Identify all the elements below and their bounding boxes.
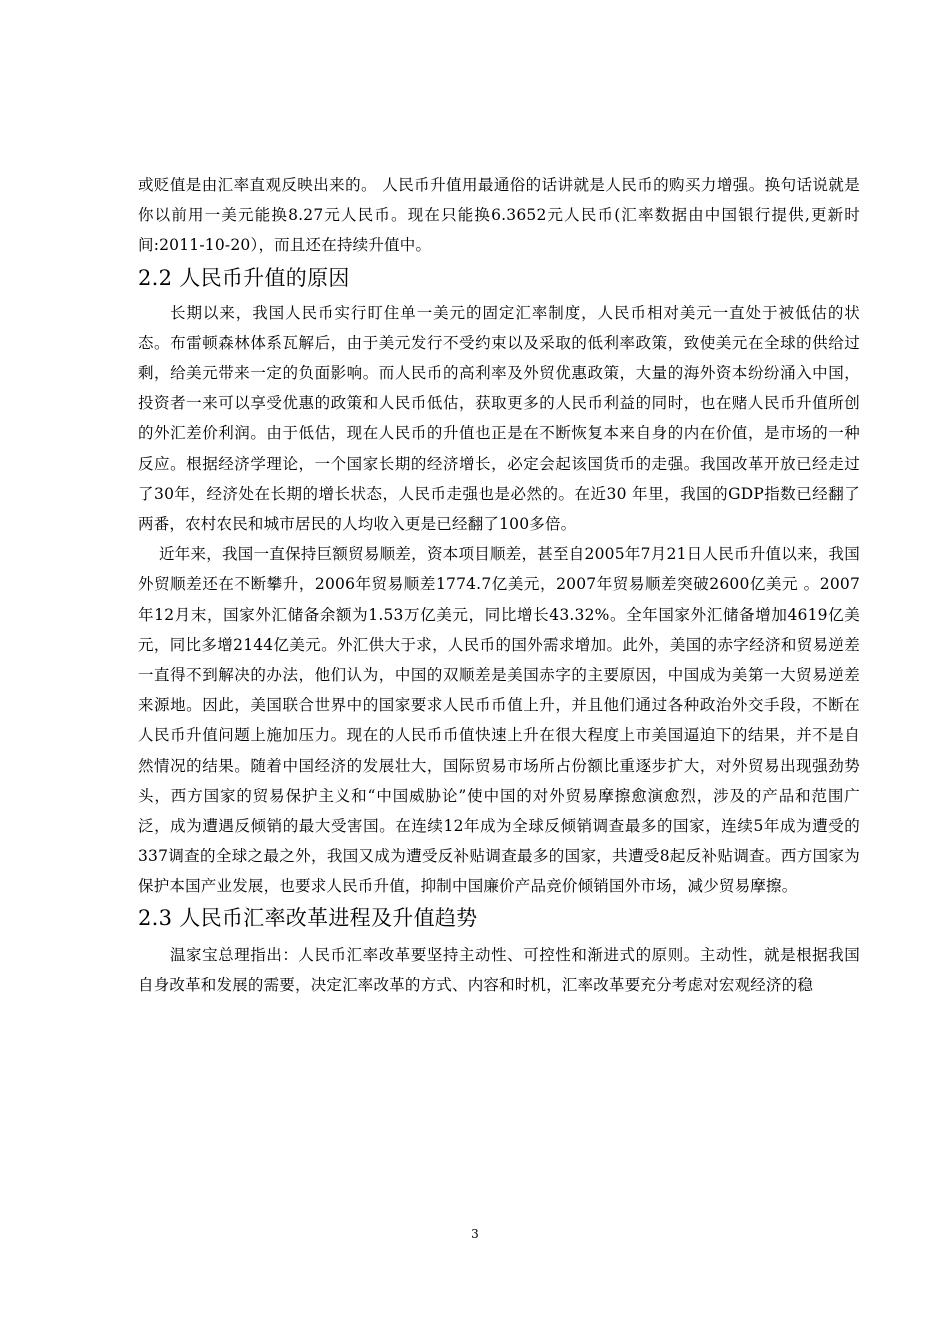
section-2-3-paragraph-1: 温家宝总理指出：人民币汇率改革要坚持主动性、可控性和渐进式的原则。主动性，就是根据我国自身改革和发展的需要，决定汇率改革的方式、内容和时机，汇率改革要充分考虑对宏观经济的稳 <box>138 945 860 994</box>
intro-paragraph: 或贬值是由汇率直观反映出来的。 人民币升值用最通俗的话讲就是人民币的购买力增强。换句话说就是你以前用一美元能换8.27元人民币。现在只能换6.3652元人民币(汇率数据由中国银行提供,更新时间:2011-10-20），而且还在持续升值中。 <box>138 176 860 255</box>
page-body <box>138 170 860 1000</box>
section-heading-2-2: 2.2 人民币升值的原因 <box>138 265 350 290</box>
page-number: 3 <box>471 1227 479 1241</box>
section-2-2-paragraph-2: 近年来，我国一直保持巨额贸易顺差，资本项目顺差，甚至自2005年7月21日人民币升值以来，我国外贸顺差还在不断攀升，2006年贸易顺差1774.7亿美元，2007年贸易顺差突破2600亿美元 。2007年12月末，国家外汇储备余额为1.53万亿美元，同比增长43.32%。全年国家外汇储备增加4619亿美元，同比多增2144亿美元。外汇供大于求，人民币的国外需求增加。此外，美国的赤字经济和贸易逆差一直得不到解决的办法，他们认为，中国的双顺差是美国赤字的主要原因，中国成为美第一大贸易逆差来源地。因此，美国联合世界中的国家要求人民币币值上升，并且他们通过各种政治外交手段，不断在人民币升值问题上施加压力。现在的人民币币值快速上升在很大程度上市美国逼迫下的结果，并不是自然情况的结果。随着中国经济的发展壮大，国际贸易市场所占份额比重逐步扩大，对外贸易出现强劲势头，西方国家的贸易保护主义和“中国威胁论”使中国的对外贸易摩擦愈演愈烈，涉及的产品和范围广泛，成为遭遇反倾销的最大受害国。在连续12年成为全球反倾销调查最多的国家，连续5年成为遭受的337调查的全球之最之外，我国又成为遭受反补贴调查最多的国家，共遭受8起反补贴调查。西方国家为保护本国产业发展，也要求人民币升值，抑制中国廉价产品竞价倾销国外市场，减少贸易摩擦。 <box>138 545 860 896</box>
section-2-2-paragraph-1: 长期以来，我国人民币实行盯住单一美元的固定汇率制度，人民币相对美元一直处于被低估的状态。布雷顿森林体系瓦解后，由于美元发行不受约束以及采取的低利率政策，致使美元在全球的供给过剩，给美元带来一定的负面影响。而人民币的高利率及外贸优惠政策，大量的海外资本纷纷涌入中国，投资者一来可以享受优惠的政策和人民币低估，获取更多的人民币利益的同时，也在赌人民币升值所创的外汇差价利润。由于低估，现在人民币的升值也正是在不断恢复本来自身的内在价值，是市场的一种反应。根据经济学理论，一个国家长期的经济增长，必定会起该国货币的走强。我国改革开放已经走过了30年，经济处在长期的增长状态，人民币走强也是必然的。在近30 年里，我国的GDP指数已经翻了两番，农村农民和城市居民的人均收入更是已经翻了100多倍。 <box>138 303 860 534</box>
section-heading-2-3: 2.3 人民币汇率改革进程及升值趋势 <box>138 905 478 930</box>
